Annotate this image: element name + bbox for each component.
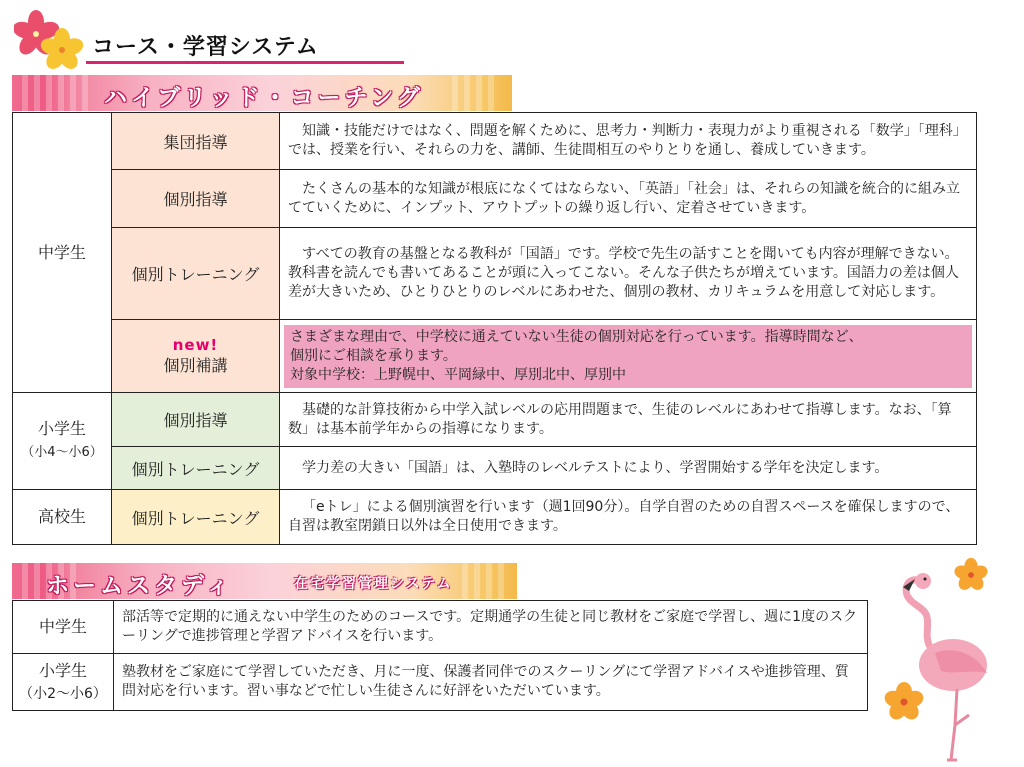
hybrid-banner-title: ハイブリッド・コーチング — [104, 85, 424, 111]
table-row — [13, 170, 977, 228]
home-banner-title: ホームスタディ — [46, 573, 234, 599]
title-underline — [86, 61, 404, 64]
table-row — [13, 228, 977, 320]
table-row — [13, 447, 977, 490]
category-cell: new! 個別補講 — [112, 320, 280, 393]
hybrid-coaching-table — [12, 112, 977, 545]
home-banner-subtitle: 在宅学習管理システム — [294, 576, 453, 592]
hybrid-coaching-banner — [12, 75, 512, 111]
grade-cell-junior-high: 中学生 — [13, 113, 112, 393]
description-cell: 知識・技能だけではなく、問題を解くために、思考力・判断力・表現力がより重視される「数学」「理科」では、授業を行い、それらの力を、講師、生徒間相互のやりとりを通し、養成していきます。 — [280, 113, 977, 170]
description-cell: 「eトレ」による個別演習を行います（週1回90分）。自学自習のための自習スペースを確保しますので、自習は教室閉鎖日以外は全日使用できます。 — [280, 490, 977, 545]
description-cell — [280, 320, 977, 393]
new-label: new! — [172, 335, 219, 354]
hibiscus-flower-icon — [952, 556, 990, 594]
table-row — [13, 113, 977, 170]
category-cell: 個別指導 — [112, 393, 280, 447]
home-study-banner — [12, 563, 517, 599]
description-cell: 学力差の大きい「国語」は、入塾時のレベルテストにより、学習開始する学年を決定します。 — [280, 447, 977, 490]
table-row — [13, 393, 977, 447]
home-study-table — [12, 600, 868, 711]
table-row — [13, 320, 977, 393]
flamingo-icon — [895, 565, 1005, 765]
description-cell: 塾教材をご家庭にて学習していただき、月に一度、保護者同伴でのスクーリングにて学習アドバイスや進捗管理、質問対応を行います。習い事などで忙しい生徒さんに好評をいただいています。 — [114, 654, 868, 711]
grade-cell-junior-high: 中学生 — [13, 601, 114, 654]
grade-cell-elementary: 小学生 （小2～小6） — [13, 654, 114, 711]
category-cell: 個別トレーニング — [112, 447, 280, 490]
table-row — [13, 601, 868, 654]
description-cell: すべての教育の基盤となる教科が「国語」です。学校で先生の話すことを聞いても内容が理解できない。教科書を読んでも書いてあることが頭に入ってこない。そんな子供たちが増えています。国語力の差は個人差が大きいため、ひとりひとりのレベルにあわせた、個別の教材、カリキュラムを用意して対応します。 — [280, 228, 977, 320]
table-row — [13, 654, 868, 711]
highlight-box: さまざまな理由で、中学校に通えていない生徒の個別対応を行っています。指導時間など、 個別にご相談を承ります。 対象中学校：上野幌中、平岡緑中、厚別北中、厚別中 — [284, 325, 972, 388]
category-cell: 個別指導 — [112, 170, 280, 228]
grade-cell-elementary: 小学生 （小4～小6） — [13, 393, 112, 490]
category-cell: 個別トレーニング — [112, 228, 280, 320]
table-row — [13, 490, 977, 545]
grade-cell-high-school: 高校生 — [13, 490, 112, 545]
hibiscus-flower-icon — [14, 10, 84, 72]
category-cell: 集団指導 — [112, 113, 280, 170]
description-cell: 基礎的な計算技術から中学入試レベルの応用問題まで、生徒のレベルにあわせて指導します。なお、「算数」は基本前学年からの指導になります。 — [280, 393, 977, 447]
description-cell: 部活等で定期的に通えない中学生のためのコースです。定期通学の生徒と同じ教材をご家庭で学習し、週に1度のスクーリングで進捗管理と学習アドバイスを行います。 — [114, 601, 868, 654]
category-cell: 個別トレーニング — [112, 490, 280, 545]
description-cell: たくさんの基本的な知識が根底になくてはならない、「英語」「社会」は、それらの知識を統合的に組み立てていくために、インプット、アウトプットの繰り返し行い、定着させていきます。 — [280, 170, 977, 228]
page-title: コース・学習システム — [92, 35, 319, 60]
hibiscus-flower-icon — [882, 680, 926, 724]
